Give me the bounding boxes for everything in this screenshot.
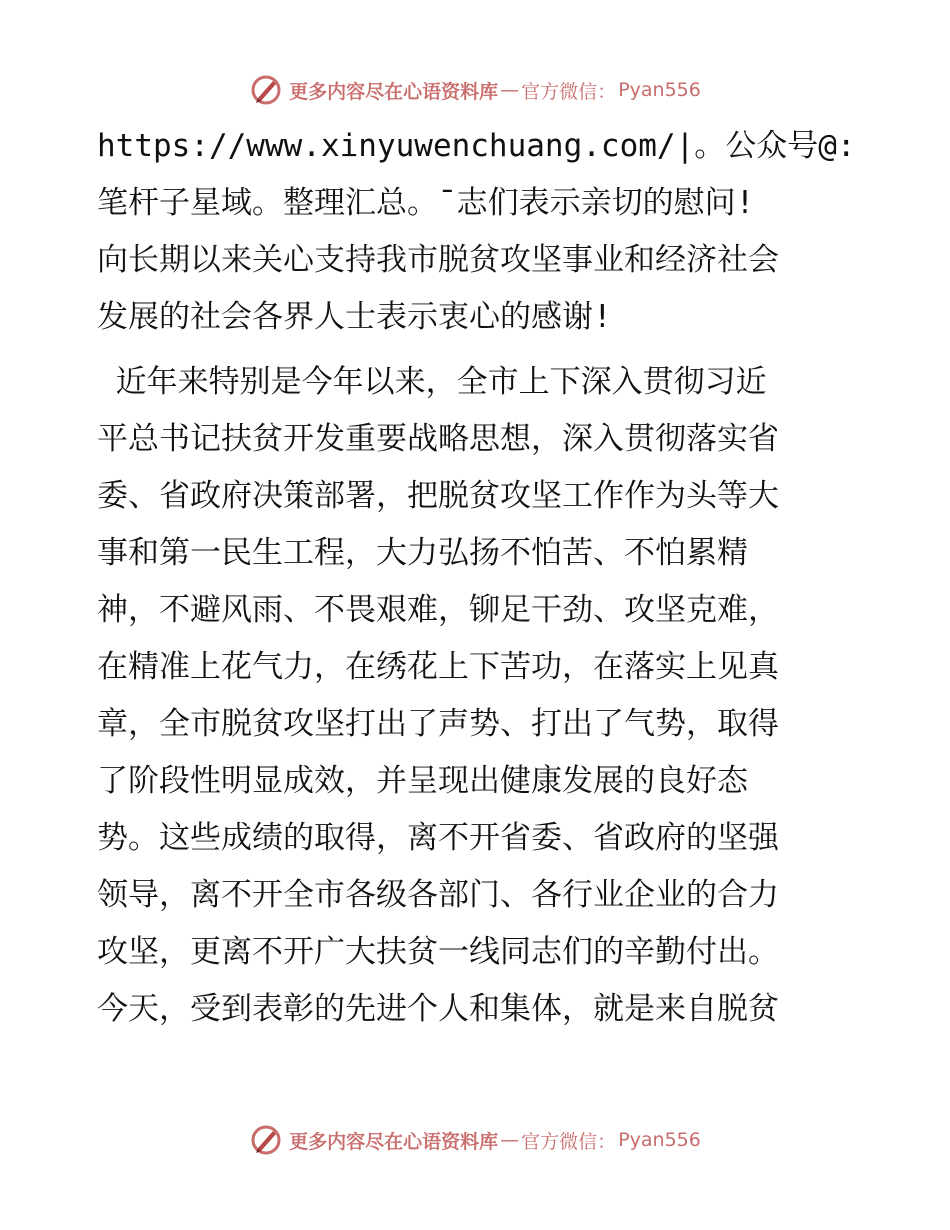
pen-logo-icon [249,1123,283,1157]
text-line: 近年来特别是今年以来，全市上下深入贯彻习近 [97,364,767,400]
text-line: 攻坚，更离不开广大扶贫一线同志们的辛勤付出。 [97,934,779,970]
pen-logo-icon [249,73,283,107]
text-line: 在精准上花气力，在绣花上下苦功，在落实上见真 [97,649,779,685]
paragraph-1 [97,118,857,346]
footer-banner [0,1120,950,1160]
header-banner [0,70,950,110]
text-line: 了阶段性明显成效，并呈现出健康发展的良好态 [97,763,748,799]
banner-wechat-label: 官方微信： [521,1130,617,1153]
paragraph-2 [97,354,857,1038]
banner-wechat-label: 官方微信： [521,80,617,103]
text-line: 笔杆子星域。整理汇总。¯志们表示亲切的慰问! [97,185,755,221]
text-line: 领导，离不开全市各级各部门、各行业企业的合力 [97,877,779,913]
text-line: 向长期以来关心支持我市脱贫攻坚事业和经济社会 [97,242,779,278]
banner-wechat-id: Pyan556 [618,1129,701,1151]
text-line: 神，不避风雨、不畏艰难，铆足干劲、攻坚克难， [97,592,779,628]
document-body [97,118,857,1038]
banner-separator: — [500,79,520,101]
banner-separator: — [500,1129,520,1151]
text-line: 平总书记扶贫开发重要战略思想，深入贯彻落实省 [97,421,779,457]
text-line: 发展的社会各界人士表示衷心的感谢! [97,299,612,335]
banner-text: 更多内容尽在心语资料库 [289,1130,499,1153]
text-line: https://www.xinyuwenchuang.com/|。公众号@: [97,128,856,164]
banner-text: 更多内容尽在心语资料库 [289,80,499,103]
text-line: 事和第一民生工程，大力弘扬不怕苦、不怕累精 [97,535,748,571]
text-line: 委、省政府决策部署，把脱贫攻坚工作作为头等大 [97,478,779,514]
text-line: 势。这些成绩的取得，离不开省委、省政府的坚强 [97,820,779,856]
text-line: 章，全市脱贫攻坚打出了声势、打出了气势，取得 [97,706,779,742]
banner-wechat-id: Pyan556 [618,79,701,101]
text-line: 今天，受到表彰的先进个人和集体，就是来自脱贫 [97,991,779,1027]
